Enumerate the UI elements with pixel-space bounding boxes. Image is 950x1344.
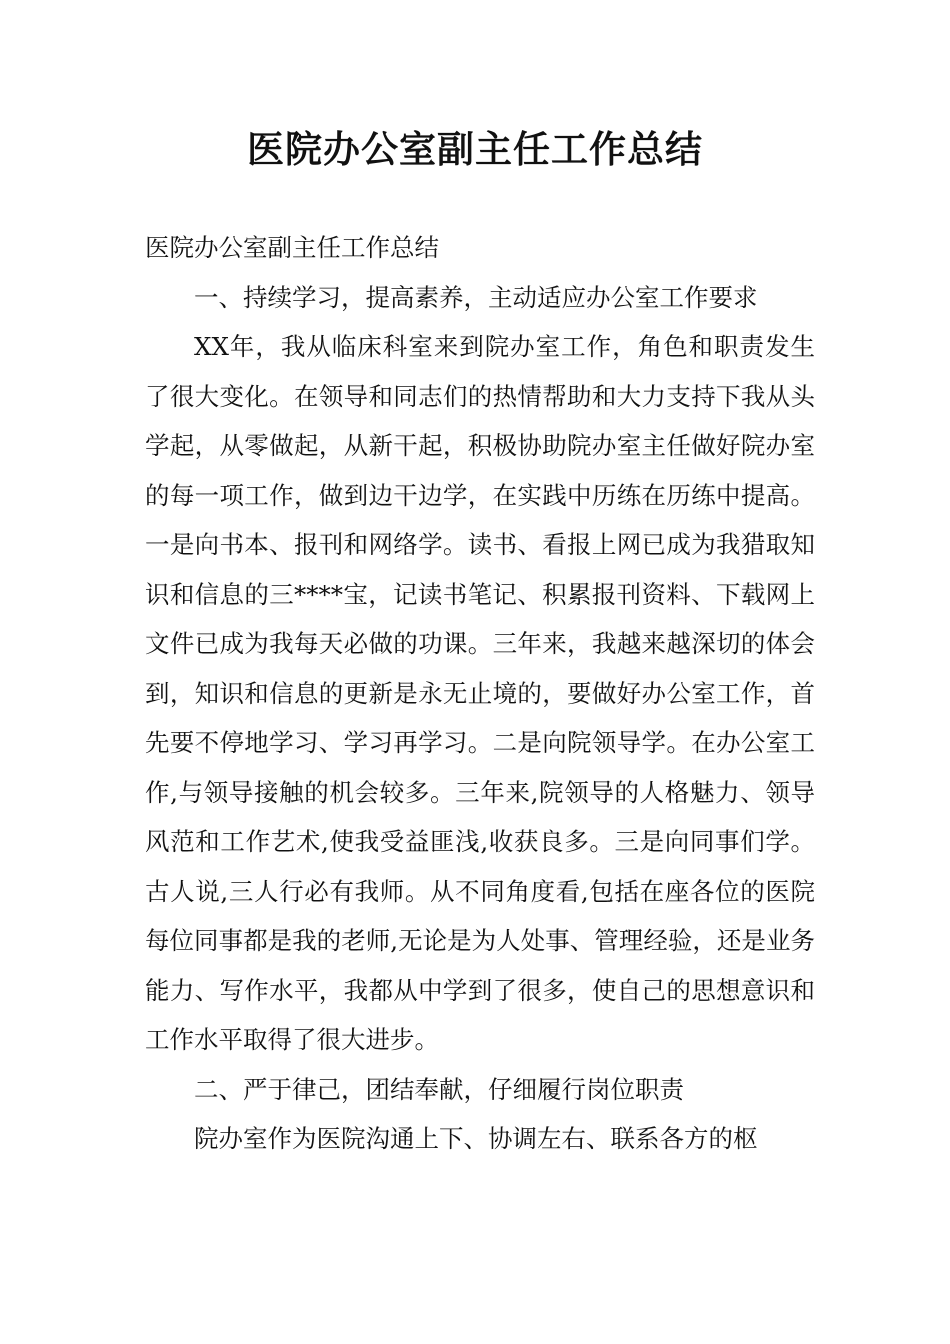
- section-heading-2: 二、严于律己，团结奉献，仔细履行岗位职责: [194, 1074, 684, 1104]
- section-heading-1: 一、持续学习，提高素养，主动适应办公室工作要求: [194, 282, 758, 312]
- body-paragraph-2: 院办室作为医院沟通上下、协调左右、联系各方的枢: [194, 1124, 758, 1153]
- document-title: 医院办公室副主任工作总结: [247, 128, 703, 171]
- subtitle-paragraph: 医院办公室副主任工作总结: [145, 233, 439, 262]
- document-body: [145, 223, 815, 1164]
- body-paragraph-1: XX年，我从临床科室来到院办室工作，角色和职责发生了很大变化。在领导和同志们的热情帮助和大力支持下我从头学起，从零做起，从新干起，积极协助院办室主任做好院办室的每一项工作，做到边干边学，在实践中历练在历练中提高。一是向书本、报刊和网络学。读书、看报上网已成为我猎取知识和信息的三****宝，记读书笔记、积累报刊资料、下载网上文件已成为我每天必做的功课。三年来，我越来越深切的体会到，知识和信息的更新是永无止境的，要做好办公室工作，首先要不停地学习、学习再学习。二是向院领导学。在办公室工作,与领导接触的机会较多。三年来,院领导的人格魅力、领导风范和工作艺术,使我受益匪浅,收获良多。三是向同事们学。古人说,三人行必有我师。从不同角度看,包括在座各位的医院每位同事都是我的老师,无论是为人处事、管理经验，还是业务能力、写作水平，我都从中学到了很多，使自己的思想意识和工作水平取得了很大进步。: [145, 332, 815, 1054]
